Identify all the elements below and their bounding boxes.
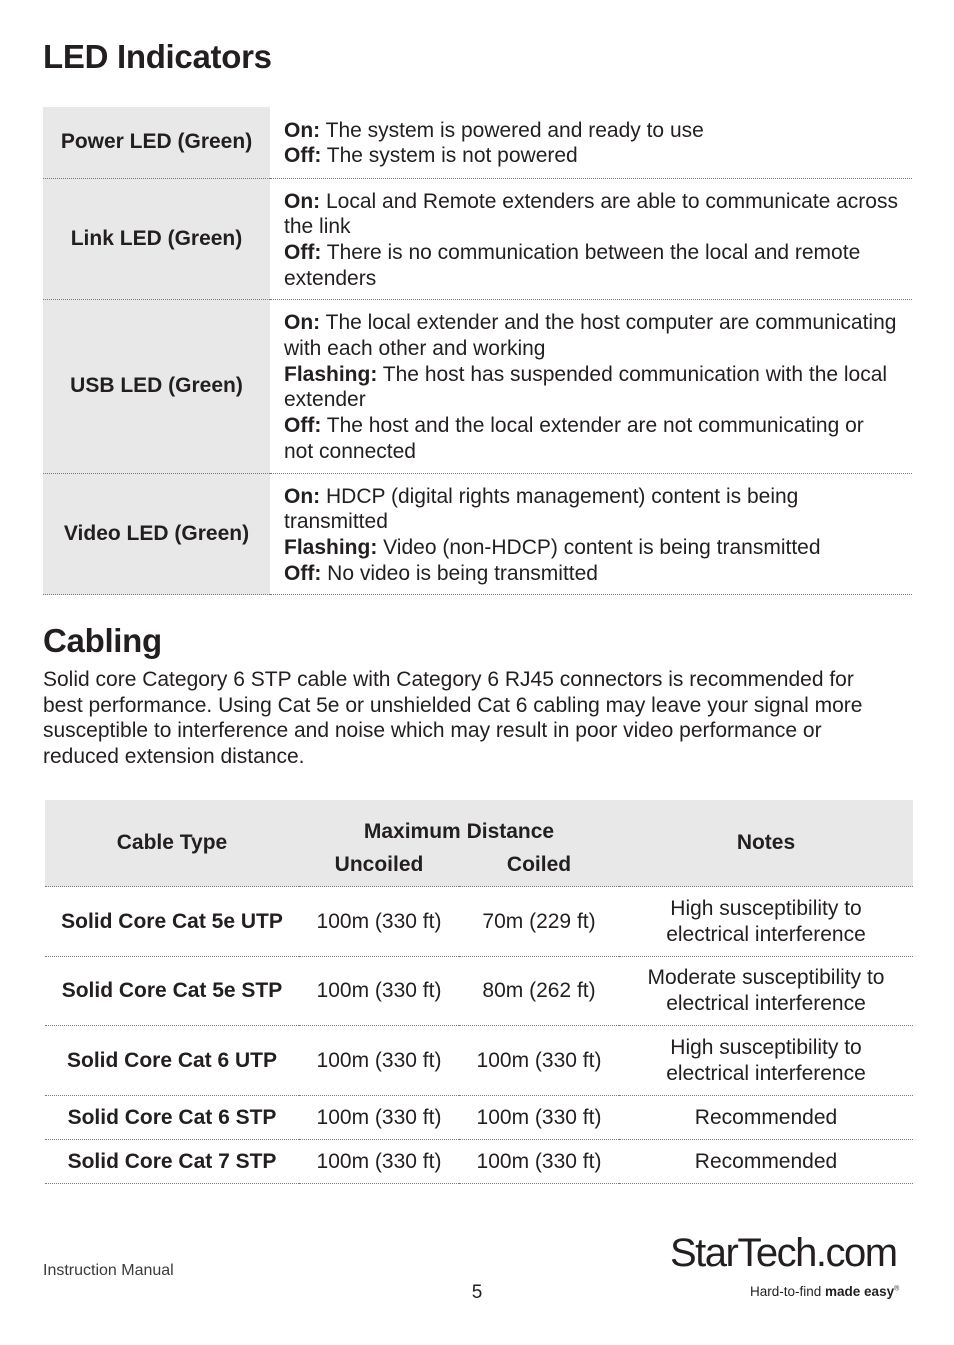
table-row xyxy=(45,1096,913,1140)
state-label: Off: xyxy=(284,240,322,264)
coiled-cell: 80m (262 ft) xyxy=(459,957,619,1026)
tagline-bold: made easy xyxy=(825,1284,895,1299)
state-text: Video (non-HDCP) content is being transmitted xyxy=(377,535,821,559)
uncoiled-cell: 100m (330 ft) xyxy=(299,887,459,957)
led-name: USB LED (Green) xyxy=(43,300,270,473)
led-state-off xyxy=(284,143,898,169)
cable-type-cell: Solid Core Cat 5e UTP xyxy=(45,887,299,957)
state-text: HDCP (digital rights management) content is being transmitted xyxy=(284,484,799,534)
state-text: The host and the local extender are not communicating or not connected xyxy=(284,414,864,463)
cable-type-cell: Solid Core Cat 6 UTP xyxy=(45,1026,299,1096)
led-name: Link LED (Green) xyxy=(43,178,270,300)
page-number: 5 xyxy=(471,1282,483,1303)
state-label: On: xyxy=(284,189,321,213)
coiled-cell: 100m (330 ft) xyxy=(459,1026,619,1096)
state-label: Off: xyxy=(284,414,322,438)
led-row-power xyxy=(43,107,912,178)
notes-cell: High susceptibility to electrical interference xyxy=(619,1026,913,1096)
led-row-video xyxy=(43,473,912,595)
state-text: There is no communication between the local and remote extenders xyxy=(284,240,861,290)
led-state-flashing xyxy=(284,535,898,561)
cable-table xyxy=(45,800,913,1184)
led-state-off xyxy=(284,240,898,291)
tagline-light: Hard-to-find xyxy=(750,1284,826,1299)
led-state-on xyxy=(284,118,898,144)
header-uncoiled: Uncoiled xyxy=(299,844,459,887)
notes-cell: Moderate susceptibility to electrical interference xyxy=(619,957,913,1026)
led-name: Video LED (Green) xyxy=(43,473,270,595)
uncoiled-cell: 100m (330 ft) xyxy=(299,1140,459,1184)
cable-type-cell: Solid Core Cat 7 STP xyxy=(45,1140,299,1184)
logo-wordmark: StarTech.com xyxy=(670,1231,897,1275)
coiled-cell: 100m (330 ft) xyxy=(459,1140,619,1184)
table-row xyxy=(45,1026,913,1096)
uncoiled-cell: 100m (330 ft) xyxy=(299,957,459,1026)
coiled-cell: 100m (330 ft) xyxy=(459,1096,619,1140)
led-state-off xyxy=(284,561,898,587)
state-text: The local extender and the host computer are communicating with each other and working xyxy=(284,311,897,361)
state-text: No video is being transmitted xyxy=(321,561,598,585)
state-label: Flashing: xyxy=(284,362,378,386)
uncoiled-cell: 100m (330 ft) xyxy=(299,1026,459,1096)
table-row xyxy=(45,887,913,957)
state-text: The system is powered and ready to use xyxy=(320,118,704,142)
state-label: Flashing: xyxy=(284,535,378,559)
notes-cell: High susceptibility to electrical interference xyxy=(619,887,913,957)
logo-tagline xyxy=(750,1284,899,1299)
header-notes: Notes xyxy=(619,800,913,887)
registered-mark: ® xyxy=(894,1285,900,1293)
cabling-title: Cabling xyxy=(43,622,162,659)
cable-type-cell: Solid Core Cat 6 STP xyxy=(45,1096,299,1140)
state-text: Local and Remote extenders are able to communicate across the link xyxy=(284,189,898,239)
led-description xyxy=(270,300,912,473)
led-description xyxy=(270,107,912,178)
cabling-paragraph: Solid core Category 6 STP cable with Category 6 RJ45 connectors is recommended for best performance. Using Cat 5e or unshielded Cat 6 cabling may leave your signal more susceptible to interference and noise which may result in poor video performance or reduced extension distance. xyxy=(43,668,863,769)
led-description xyxy=(270,178,912,300)
state-text: The host has suspended communication with the local extender xyxy=(284,362,888,412)
header-max-distance: Maximum Distance xyxy=(299,800,619,844)
header-coiled: Coiled xyxy=(459,844,619,887)
led-row-usb xyxy=(43,300,912,473)
table-row xyxy=(45,957,913,1026)
state-label: On: xyxy=(284,311,321,335)
state-label: On: xyxy=(284,118,321,142)
footer-manual-label: Instruction Manual xyxy=(43,1262,174,1279)
led-state-off xyxy=(284,413,898,464)
state-label: Off: xyxy=(284,561,322,585)
startech-logo xyxy=(670,1228,915,1308)
notes-cell: Recommended xyxy=(619,1140,913,1184)
table-row xyxy=(45,1140,913,1184)
notes-cell: Recommended xyxy=(619,1096,913,1140)
cable-type-cell: Solid Core Cat 5e STP xyxy=(45,957,299,1026)
uncoiled-cell: 100m (330 ft) xyxy=(299,1096,459,1140)
coiled-cell: 70m (229 ft) xyxy=(459,887,619,957)
state-label: Off: xyxy=(284,144,322,168)
led-description xyxy=(270,473,912,595)
led-state-on xyxy=(284,484,898,535)
led-state-flashing xyxy=(284,362,898,413)
led-state-on xyxy=(284,310,898,361)
led-state-on xyxy=(284,189,898,240)
state-text: The system is not powered xyxy=(321,144,578,168)
led-row-link xyxy=(43,178,912,300)
state-label: On: xyxy=(284,484,321,508)
led-name: Power LED (Green) xyxy=(43,107,270,178)
led-indicators-table xyxy=(43,107,912,595)
header-cable-type: Cable Type xyxy=(45,800,299,887)
led-indicators-title: LED Indicators xyxy=(43,38,272,75)
